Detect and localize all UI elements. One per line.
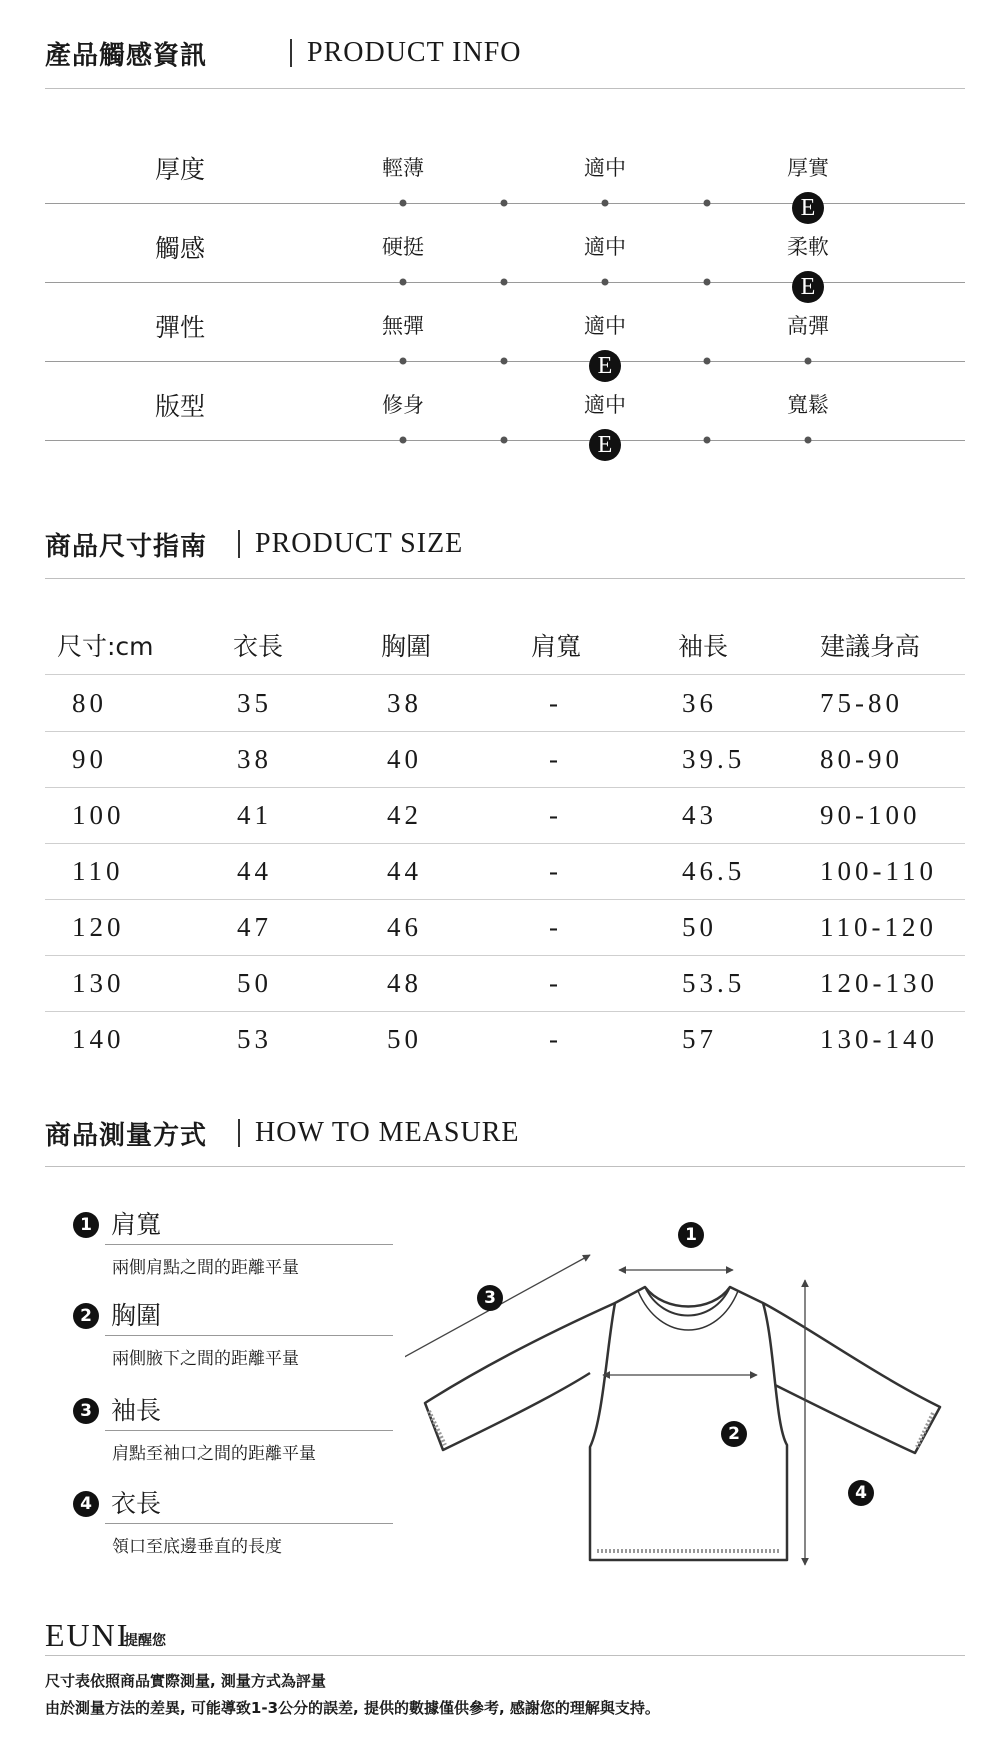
measure-item-rule (105, 1335, 393, 1336)
scale-dot (805, 358, 812, 365)
measure-item-title (73, 1484, 161, 1520)
measure-item-rule (105, 1244, 393, 1245)
scale-dot (400, 279, 407, 286)
measure-item-title (73, 1391, 161, 1427)
title-divider (238, 1119, 240, 1147)
measure-item-desc: 領口至底邊垂直的長度 (112, 1537, 282, 1557)
product-info-title-zh: 產品觸感資訊 (45, 41, 208, 71)
measure-item-rule (105, 1523, 393, 1524)
selected-level-marker: E (792, 192, 824, 224)
texture-option-mid: 適中 (584, 314, 626, 338)
size-cell: 46 (387, 912, 422, 942)
number-badge: 2 (73, 1303, 99, 1329)
scale-dot (400, 200, 407, 207)
table-rule (45, 955, 965, 956)
brand-note: 提醒您 (124, 1633, 166, 1649)
section-rule (45, 578, 965, 579)
size-cell: 53 (237, 1024, 272, 1054)
table-rule (45, 1011, 965, 1012)
scale-dot (501, 358, 508, 365)
measure-item-label: 袖長 (111, 1396, 162, 1425)
texture-option-mid: 適中 (584, 156, 626, 180)
size-header-cell: 袖長 (678, 632, 729, 661)
size-cell: 44 (237, 856, 272, 886)
scale-dot (400, 437, 407, 444)
measure-item-title (73, 1296, 161, 1332)
long-sleeve-shirt-icon (405, 1225, 965, 1605)
size-cell: 50 (237, 968, 272, 998)
size-cell: 130-140 (820, 1024, 938, 1054)
size-cell: 53.5 (682, 968, 746, 998)
size-cell: 75-80 (820, 688, 903, 718)
product-size-title-zh: 商品尺寸指南 (45, 532, 208, 562)
title-divider (290, 39, 292, 67)
selected-level-marker: E (589, 429, 621, 461)
size-cell: 50 (682, 912, 717, 942)
texture-option-mid: 適中 (584, 235, 626, 259)
size-cell: 110-120 (820, 912, 937, 942)
scale-dot (602, 200, 609, 207)
scale-dot (805, 437, 812, 444)
section-rule (45, 1166, 965, 1167)
size-cell: 38 (387, 688, 422, 718)
scale-dot (602, 279, 609, 286)
measure-title-zh: 商品測量方式 (45, 1121, 208, 1151)
size-cell: 80-90 (820, 744, 903, 774)
size-cell: - (549, 912, 562, 942)
size-cell: - (549, 744, 562, 774)
number-badge: 4 (73, 1491, 99, 1517)
size-cell: 120 (72, 912, 125, 942)
size-cell: 35 (237, 688, 272, 718)
size-cell: 90 (72, 744, 107, 774)
size-cell: 46.5 (682, 856, 746, 886)
measure-title-en: HOW TO MEASURE (255, 1117, 520, 1148)
size-cell: 110 (72, 856, 124, 886)
measure-item-title (73, 1205, 161, 1241)
size-cell: - (549, 856, 562, 886)
table-rule (45, 787, 965, 788)
size-cell: 100 (72, 800, 125, 830)
size-cell: 38 (237, 744, 272, 774)
size-cell: 36 (682, 688, 717, 718)
measure-item-desc: 肩點至袖口之間的距離平量 (112, 1444, 316, 1464)
product-info-header (45, 33, 965, 73)
scale-dot (400, 358, 407, 365)
number-badge: 1 (73, 1212, 99, 1238)
chest-number-badge: 2 (721, 1421, 747, 1447)
texture-label: 厚度 (155, 155, 206, 184)
table-rule (45, 674, 965, 675)
size-cell: 39.5 (682, 744, 746, 774)
scale-dot (704, 358, 711, 365)
scale-dot (704, 437, 711, 444)
size-cell: 41 (237, 800, 272, 830)
size-header-cell: 衣長 (233, 632, 284, 661)
selected-level-marker: E (792, 271, 824, 303)
scale-dot (704, 200, 711, 207)
size-cell: 130 (72, 968, 125, 998)
size-header-cell: 肩寬 (531, 632, 582, 661)
measure-item-label: 肩寬 (111, 1210, 162, 1239)
texture-option-low: 硬挺 (382, 235, 424, 259)
texture-option-high: 柔軟 (787, 235, 829, 259)
measure-header (45, 1113, 965, 1153)
title-divider (238, 530, 240, 558)
texture-label: 版型 (155, 392, 206, 421)
size-cell: 50 (387, 1024, 422, 1054)
texture-label: 觸感 (155, 234, 206, 263)
size-cell: 42 (387, 800, 422, 830)
size-cell: 48 (387, 968, 422, 998)
section-rule (45, 88, 965, 89)
length-number-badge: 4 (848, 1480, 874, 1506)
texture-label: 彈性 (155, 313, 206, 342)
scale-dot (704, 279, 711, 286)
product-info-title-en: PRODUCT INFO (307, 37, 522, 68)
texture-option-high: 厚實 (787, 156, 829, 180)
texture-option-low: 無彈 (382, 314, 424, 338)
scale-dot (501, 279, 508, 286)
size-cell: 140 (72, 1024, 125, 1054)
selected-level-marker: E (589, 350, 621, 382)
footer-note-1: 尺寸表依照商品實際測量, 測量方式為評量 (45, 1672, 326, 1690)
product-size-title-en: PRODUCT SIZE (255, 528, 464, 559)
table-rule (45, 731, 965, 732)
size-cell: 43 (682, 800, 717, 830)
size-cell: 90-100 (820, 800, 921, 830)
footer-rule (45, 1655, 965, 1656)
shoulder-number-badge: 1 (678, 1222, 704, 1248)
scale-dot (501, 200, 508, 207)
measure-item-desc: 兩側肩點之間的距離平量 (112, 1258, 299, 1278)
size-cell: - (549, 1024, 562, 1054)
number-badge: 3 (73, 1398, 99, 1424)
size-cell: - (549, 800, 562, 830)
sleeve-number-badge: 3 (477, 1285, 503, 1311)
size-cell: 120-130 (820, 968, 938, 998)
texture-option-high: 寬鬆 (787, 393, 829, 417)
size-cell: 44 (387, 856, 422, 886)
measure-item-rule (105, 1430, 393, 1431)
measure-item-desc: 兩側腋下之間的距離平量 (112, 1349, 299, 1369)
size-cell: 40 (387, 744, 422, 774)
size-cell: 57 (682, 1024, 717, 1054)
size-header-cell: 胸圍 (381, 632, 432, 661)
size-cell: 100-110 (820, 856, 937, 886)
texture-option-mid: 適中 (584, 393, 626, 417)
table-rule (45, 843, 965, 844)
footer-note-2: 由於測量方法的差異, 可能導致1-3公分的誤差, 提供的數據僅供參考, 感謝您的理解與支持。 (45, 1699, 660, 1717)
garment-diagram (405, 1225, 965, 1605)
measure-item-label: 衣長 (111, 1489, 162, 1518)
product-size-header (45, 524, 965, 564)
texture-option-high: 高彈 (787, 314, 829, 338)
size-header-cell: 建議身高 (820, 632, 921, 661)
size-cell: 80 (72, 688, 107, 718)
size-header-cell: 尺寸:cm (57, 632, 154, 661)
scale-dot (501, 437, 508, 444)
size-cell: 47 (237, 912, 272, 942)
size-cell: - (549, 968, 562, 998)
table-rule (45, 899, 965, 900)
texture-option-low: 修身 (382, 393, 424, 417)
brand-logo: EUNI (45, 1617, 130, 1653)
measure-item-label: 胸圍 (111, 1301, 162, 1330)
size-cell: - (549, 688, 562, 718)
texture-option-low: 輕薄 (382, 156, 424, 180)
